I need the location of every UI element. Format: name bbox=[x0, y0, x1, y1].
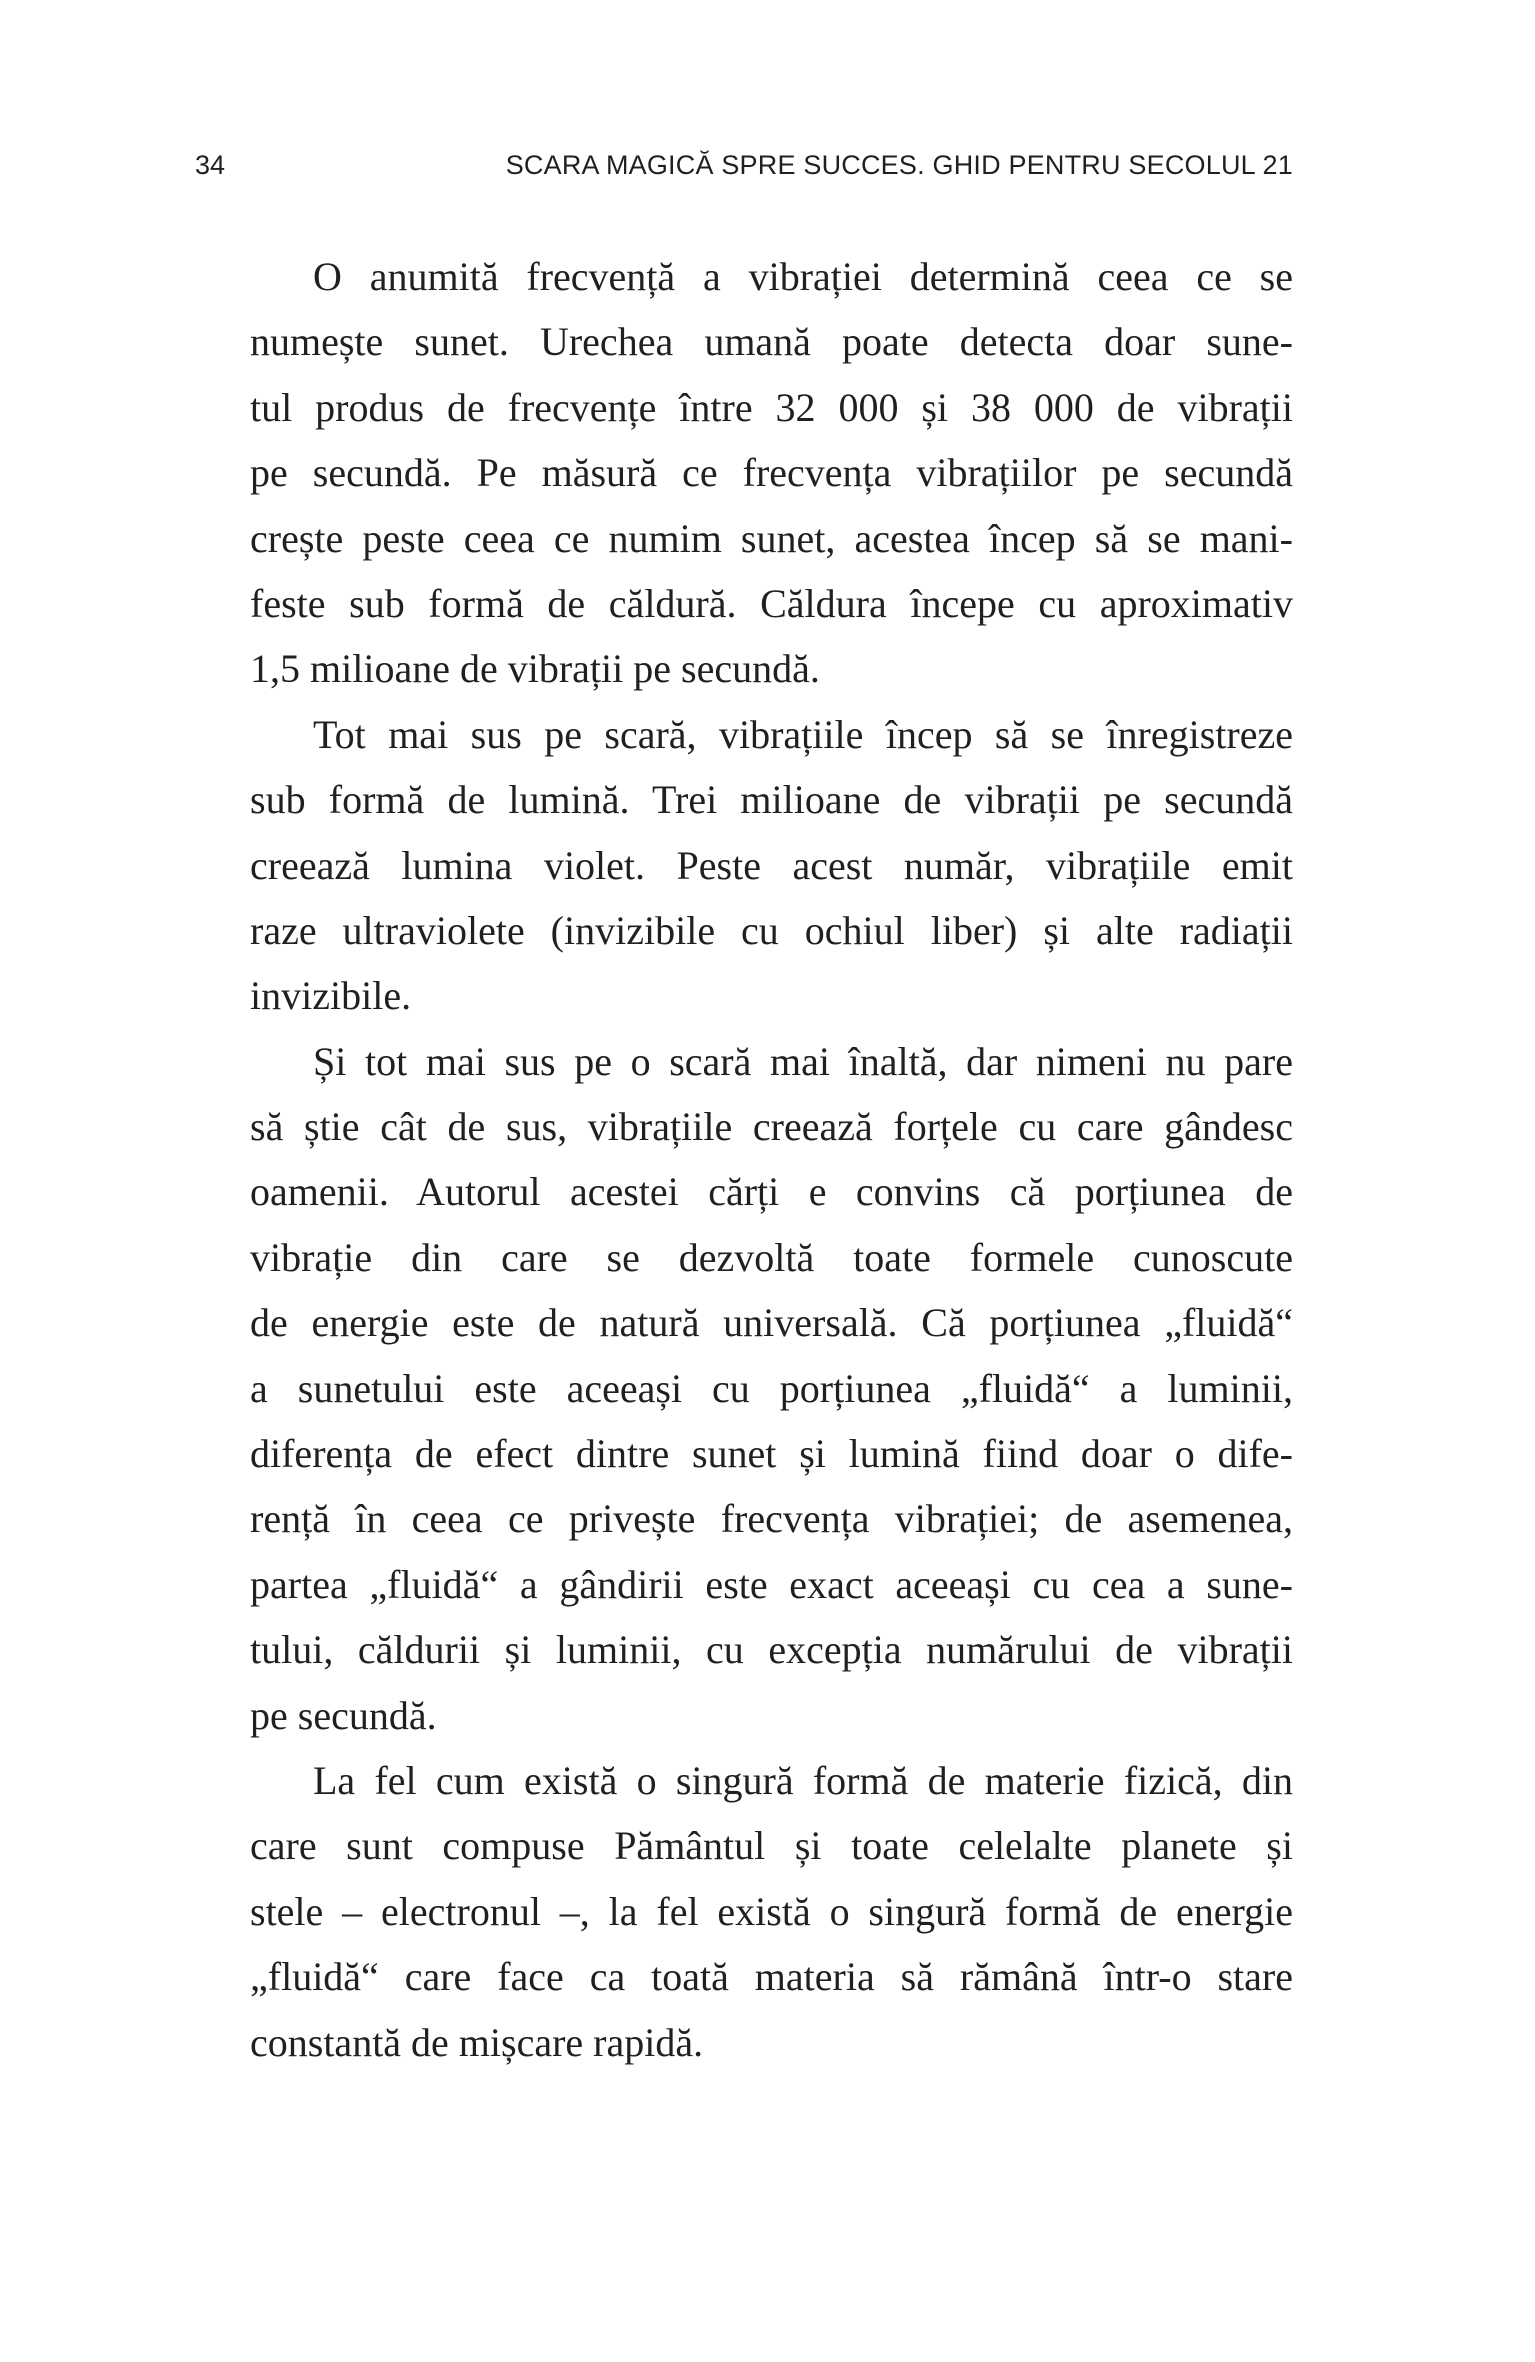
text-line: numește sunet. Urechea umană poate detecta doar sune- bbox=[250, 319, 1293, 365]
text-line: partea „fluidă“ a gândirii este exact aceeași cu cea a sune- bbox=[250, 1561, 1293, 1607]
running-title: SCARA MAGICĂ SPRE SUCCES. GHID PENTRU SECOLUL 21 bbox=[505, 150, 1293, 180]
text-line: pe secundă. Pe măsură ce frecvența vibrațiilor pe secundă bbox=[250, 450, 1293, 496]
text-line: O anumită frecvență a vibrației determină ceea ce se bbox=[313, 254, 1293, 299]
page-header bbox=[195, 145, 1293, 185]
text-line: diferența de efect dintre sunet și lumină fiind doar o dife- bbox=[250, 1431, 1293, 1477]
text-line: tul produs de frecvențe între 32 000 și 38 000 de vibrații bbox=[250, 384, 1293, 430]
text-line: constantă de mișcare rapidă. bbox=[250, 2019, 704, 2065]
text-line: care sunt compuse Pământul și toate celelalte planete și bbox=[250, 1823, 1293, 1869]
text-line: feste sub formă de căldură. Căldura începe cu aproximativ bbox=[250, 580, 1293, 626]
text-line: stele – electronul –, la fel există o singură formă de energie bbox=[250, 1888, 1293, 1934]
text-line: invizibile. bbox=[250, 973, 412, 1019]
body-text bbox=[250, 244, 1293, 2075]
text-line: să știe cât de sus, vibrațiile creează forțele cu care gândesc bbox=[250, 1104, 1293, 1150]
text-line: tului, căldurii și luminii, cu excepția numărului de vibrații bbox=[250, 1627, 1293, 1673]
text-line: 1,5 milioane de vibrații pe secundă. bbox=[250, 646, 820, 692]
text-line: creează lumina violet. Peste acest număr, vibrațiile emit bbox=[250, 842, 1293, 888]
text-line: Și tot mai sus pe o scară mai înaltă, dar nimeni nu pare bbox=[313, 1038, 1293, 1084]
paragraph bbox=[250, 1029, 1293, 1748]
paragraph bbox=[250, 244, 1293, 702]
paragraph bbox=[250, 702, 1293, 1029]
paragraph bbox=[250, 1748, 1293, 2075]
text-line: de energie este de natură universală. Că porțiunea „fluidă“ bbox=[250, 1300, 1293, 1346]
text-line: vibrație din care se dezvoltă toate formele cunoscute bbox=[250, 1234, 1293, 1280]
text-line: oamenii. Autorul acestei cărți e convins că porțiunea de bbox=[250, 1169, 1293, 1215]
text-line: raze ultraviolete (invizibile cu ochiul liber) și alte radiații bbox=[250, 907, 1293, 953]
text-line: a sunetului este aceeași cu porțiunea „fluidă“ a luminii, bbox=[250, 1365, 1293, 1411]
text-line: sub formă de lumină. Trei milioane de vibrații pe secundă bbox=[250, 777, 1293, 823]
text-line: crește peste ceea ce numim sunet, acestea încep să se mani- bbox=[250, 515, 1293, 561]
text-line: rență în ceea ce privește frecvența vibrației; de asemenea, bbox=[250, 1496, 1293, 1542]
text-line: pe secundă. bbox=[250, 1692, 437, 1738]
text-line: „fluidă“ care face ca toată materia să rămână într-o stare bbox=[250, 1954, 1293, 2000]
page-number: 34 bbox=[195, 150, 226, 180]
text-line: La fel cum există o singură formă de materie fizică, din bbox=[313, 1757, 1293, 1803]
text-line: Tot mai sus pe scară, vibrațiile încep să se înregistreze bbox=[313, 711, 1293, 757]
